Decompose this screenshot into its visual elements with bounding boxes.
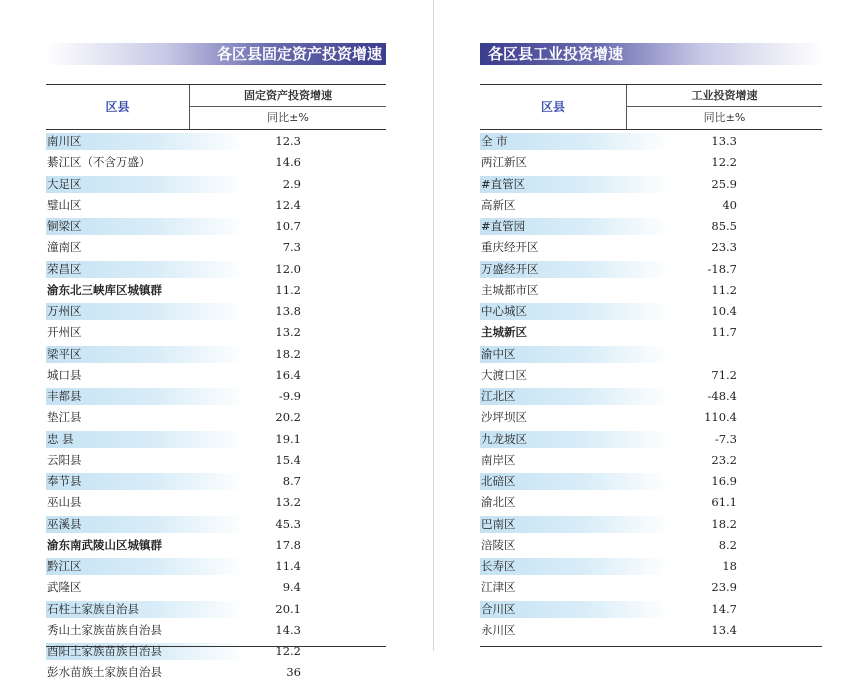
- table-row: [480, 407, 822, 428]
- table-row: [46, 259, 386, 280]
- table-row: [480, 514, 822, 535]
- region-name: 高新区: [481, 197, 516, 212]
- table-bottom-rule: [46, 646, 386, 647]
- growth-value: 11.4: [275, 559, 301, 573]
- growth-value: 71.2: [711, 367, 737, 382]
- growth-value: 85.5: [711, 219, 737, 233]
- growth-value: 12.2: [711, 155, 737, 170]
- region-name: 巫山县: [47, 495, 82, 510]
- region-name: 渝中区: [481, 346, 516, 361]
- region-name: 永川区: [481, 622, 516, 637]
- region-name: 长寿区: [481, 559, 516, 573]
- region-name: 主城都市区: [481, 282, 539, 297]
- region-name: 主城新区: [481, 325, 527, 340]
- growth-value: 14.7: [711, 601, 737, 616]
- region-name: 全 市: [481, 134, 508, 148]
- growth-value: 13.2: [275, 495, 301, 510]
- table-row: [480, 535, 822, 556]
- growth-value: 18: [722, 559, 737, 573]
- region-name: 北碚区: [481, 474, 516, 488]
- region-name: #直管区: [481, 176, 526, 191]
- table-body: [46, 131, 386, 684]
- table-row: [480, 450, 822, 471]
- table-header: [480, 84, 822, 130]
- growth-value: 61.1: [711, 495, 737, 510]
- region-name: 石柱土家族自治县: [47, 601, 139, 616]
- table-row: [480, 174, 822, 195]
- region-column-header: 区县: [540, 100, 565, 114]
- region-name: 黔江区: [47, 559, 82, 573]
- region-name: 大足区: [47, 176, 82, 191]
- growth-value: -7.3: [714, 431, 737, 446]
- table-row: [480, 259, 822, 280]
- table-row: [46, 471, 386, 492]
- table-row: [46, 577, 386, 598]
- region-name: 江北区: [481, 389, 516, 403]
- table-row: [46, 301, 386, 322]
- table-row: [480, 344, 822, 365]
- region-name: 九龙坡区: [481, 431, 527, 446]
- growth-value: 12.4: [275, 197, 301, 212]
- region-name: 梁平区: [47, 346, 82, 361]
- growth-value: 20.2: [275, 410, 301, 425]
- region-name: 渝东南武陵山区城镇群: [47, 537, 162, 552]
- region-name: 渝北区: [481, 495, 516, 510]
- region-name: 秀山土家族苗族自治县: [47, 622, 162, 637]
- growth-value: 12.0: [275, 261, 301, 276]
- table-row: [480, 429, 822, 450]
- table-row: [46, 407, 386, 428]
- table-row: [480, 620, 822, 641]
- page-spine: [433, 0, 434, 651]
- region-name: 奉节县: [47, 474, 82, 488]
- table-row: [46, 556, 386, 577]
- table-row: [46, 152, 386, 173]
- table-row: [46, 662, 386, 683]
- growth-value: 13.2: [275, 325, 301, 340]
- table-row: [480, 471, 822, 492]
- region-name: 璧山区: [47, 197, 82, 212]
- growth-value: 45.3: [275, 516, 301, 531]
- table-row: [480, 577, 822, 598]
- growth-value: 8.7: [282, 474, 301, 488]
- table-row: [46, 174, 386, 195]
- growth-value: 9.4: [282, 580, 301, 595]
- table-row: [46, 535, 386, 556]
- table-row: [46, 514, 386, 535]
- panel-title: 各区县固定资产投资增速: [46, 43, 386, 65]
- table-bottom-rule: [480, 646, 822, 647]
- table-body: [480, 131, 822, 641]
- table-row: [480, 322, 822, 343]
- region-name: 南岸区: [481, 452, 516, 467]
- region-name: 两江新区: [481, 155, 527, 170]
- growth-value: -9.9: [278, 389, 301, 403]
- table-row: [46, 280, 386, 301]
- metric-column-header: 工业投资增速: [627, 85, 822, 107]
- growth-value: 2.9: [282, 176, 301, 191]
- growth-value: 14.3: [275, 622, 301, 637]
- table-row: [480, 599, 822, 620]
- table-row: [46, 237, 386, 258]
- table-row: [46, 450, 386, 471]
- table-row: [480, 152, 822, 173]
- table-row: [480, 237, 822, 258]
- table-row: [46, 344, 386, 365]
- growth-value: 17.8: [275, 537, 301, 552]
- growth-value: 15.4: [275, 452, 301, 467]
- table-row: [46, 599, 386, 620]
- panel-title: 各区县工业投资增速: [480, 43, 822, 65]
- growth-value: 23.9: [711, 580, 737, 595]
- region-name: 荣昌区: [47, 261, 82, 276]
- table-row: [480, 216, 822, 237]
- region-column-header: 区县: [105, 100, 130, 114]
- table-row: [46, 195, 386, 216]
- growth-value: 11.2: [275, 282, 301, 297]
- growth-value: 20.1: [275, 601, 301, 616]
- region-name: 沙坪坝区: [481, 410, 527, 425]
- table-row: [480, 556, 822, 577]
- table-row: [480, 365, 822, 386]
- region-name: 涪陵区: [481, 537, 516, 552]
- region-name: 巫溪县: [47, 516, 82, 531]
- table-row: [46, 620, 386, 641]
- region-name: 合川区: [481, 601, 516, 616]
- region-name: 巴南区: [481, 516, 516, 531]
- region-name: 綦江区（不含万盛）: [47, 155, 151, 170]
- growth-value: 13.8: [275, 304, 301, 318]
- growth-value: 18.2: [711, 516, 737, 531]
- table-row: [480, 280, 822, 301]
- region-name: 南川区: [47, 134, 82, 148]
- region-name: 万州区: [47, 304, 82, 318]
- growth-value: 23.3: [711, 240, 737, 255]
- growth-value: 23.2: [711, 452, 737, 467]
- growth-value: 12.3: [275, 134, 301, 148]
- table-header: [46, 84, 386, 130]
- growth-value: 12.2: [275, 644, 301, 658]
- table-row: [480, 492, 822, 513]
- table-row: [46, 492, 386, 513]
- region-name: 垫江县: [47, 410, 82, 425]
- table-row: [46, 365, 386, 386]
- growth-value: 40: [722, 197, 737, 212]
- region-name: 开州区: [47, 325, 82, 340]
- region-name: 彭水苗族土家族自治县: [47, 665, 162, 680]
- growth-value: -18.7: [707, 261, 737, 276]
- unit-column-header: 同比±%: [703, 111, 746, 124]
- growth-value: 25.9: [711, 176, 737, 191]
- table-row: [480, 301, 822, 322]
- table-row: [46, 322, 386, 343]
- region-name: #直管园: [481, 219, 526, 233]
- growth-value: -48.4: [707, 389, 737, 403]
- region-name: 万盛经开区: [481, 261, 539, 276]
- region-name: 渝东北三峡库区城镇群: [47, 282, 162, 297]
- growth-value: 16.9: [711, 474, 737, 488]
- region-name: 中心城区: [481, 304, 527, 318]
- growth-value: 110.4: [704, 410, 737, 425]
- table-row: [46, 216, 386, 237]
- region-name: 江津区: [481, 580, 516, 595]
- table-row: [46, 429, 386, 450]
- table-row: [480, 195, 822, 216]
- growth-value: 7.3: [282, 240, 301, 255]
- table-row: [46, 131, 386, 152]
- table-row: [46, 386, 386, 407]
- growth-value: 10.7: [275, 219, 301, 233]
- growth-value: 18.2: [275, 346, 301, 361]
- region-name: 城口县: [47, 367, 82, 382]
- growth-value: 19.1: [275, 431, 301, 446]
- growth-value: 8.2: [718, 537, 737, 552]
- region-name: 铜梁区: [47, 219, 82, 233]
- unit-column-header: 同比±%: [267, 111, 309, 124]
- growth-value: 10.4: [711, 304, 737, 318]
- table-row: [480, 386, 822, 407]
- region-name: 重庆经开区: [481, 240, 539, 255]
- growth-value: 16.4: [275, 367, 301, 382]
- region-name: 酉阳土家族苗族自治县: [47, 644, 162, 658]
- region-name: 武隆区: [47, 580, 82, 595]
- region-name: 潼南区: [47, 240, 82, 255]
- growth-value: 36: [286, 665, 301, 680]
- growth-value: 11.7: [711, 325, 737, 340]
- table-row: [46, 641, 386, 662]
- growth-value: 14.6: [275, 155, 301, 170]
- region-name: 云阳县: [47, 452, 82, 467]
- growth-value: 11.2: [711, 282, 737, 297]
- metric-column-header: 固定资产投资增速: [190, 85, 386, 107]
- region-name: 丰都县: [47, 389, 82, 403]
- table-row: [480, 131, 822, 152]
- growth-value: 13.4: [711, 622, 737, 637]
- region-name: 忠 县: [47, 431, 74, 446]
- growth-value: 13.3: [711, 134, 737, 148]
- region-name: 大渡口区: [481, 367, 527, 382]
